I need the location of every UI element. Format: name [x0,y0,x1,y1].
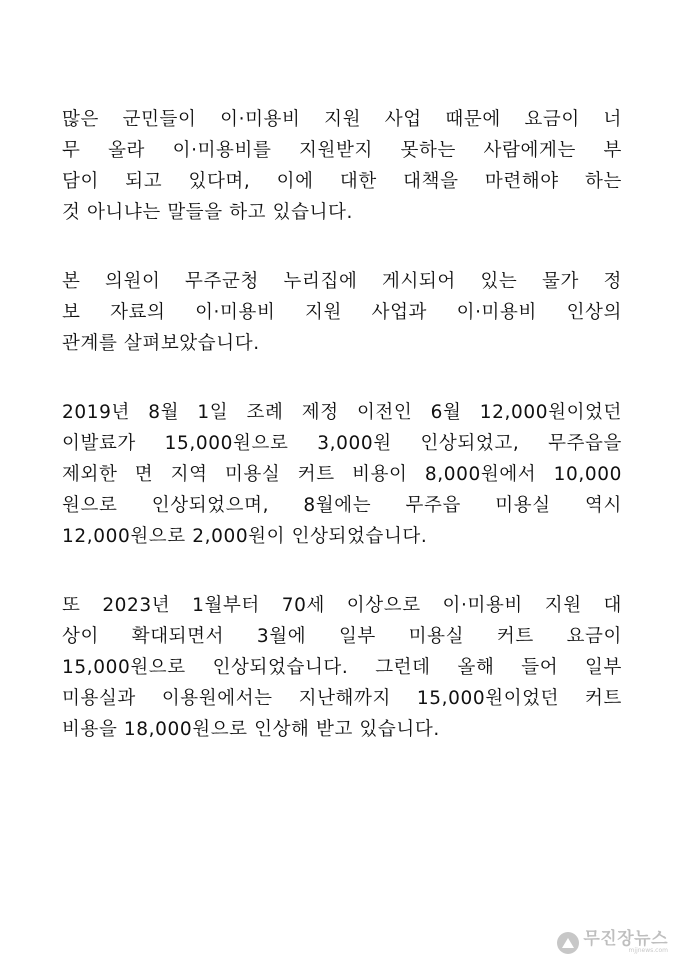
text-line: 상이 확대되면서 3월에 일부 미용실 커트 요금이 [62,626,622,647]
text-line: 관계를 살펴보았습니다. [62,333,260,354]
text-line: 무 올라 이·미용비를 지원받지 못하는 사람에게는 부 [62,140,622,161]
text-line: 비용을 18,000원으로 인상해 받고 있습니다. [62,719,440,740]
text-line: 보 자료의 이·미용비 지원 사업과 이·미용비 인상의 [62,302,622,323]
watermark-name: 무진장뉴스 [583,929,668,949]
text-line: 15,000원으로 인상되었습니다. 그런데 올해 들어 일부 [62,657,622,678]
mountain-logo-icon [557,932,579,954]
document-body [62,104,622,783]
text-line: 2019년 8월 1일 조례 제정 이전인 6월 12,000원이었던 [62,402,622,423]
text-line: 이발료가 15,000원으로 3,000원 인상되었고, 무주읍을 [62,433,622,454]
watermark-url: mjjnews.com [628,947,668,954]
text-line: 것 아니냐는 말들을 하고 있습니다. [62,202,353,223]
text-line: 제외한 면 지역 미용실 커트 비용이 8,000원에서 10,000 [62,464,622,485]
paragraph-4 [62,590,622,745]
text-line: 미용실과 이용원에서는 지난해까지 15,000원이었던 커트 [62,688,622,709]
text-line: 본 의원이 무주군청 누리집에 게시되어 있는 물가 정 [62,271,622,292]
paragraph-3 [62,397,622,552]
text-line: 담이 되고 있다며, 이에 대한 대책을 마련해야 하는 [62,171,622,192]
paragraph-2 [62,266,622,359]
paragraph-1 [62,104,622,228]
watermark-text [583,931,668,954]
news-watermark [557,931,668,954]
text-line: 12,000원으로 2,000원이 인상되었습니다. [62,526,428,547]
text-line: 많은 군민들이 이·미용비 지원 사업 때문에 요금이 너 [62,109,622,130]
text-line: 원으로 인상되었으며, 8월에는 무주읍 미용실 역시 [62,495,622,516]
text-line: 또 2023년 1월부터 70세 이상으로 이·미용비 지원 대 [62,595,622,616]
